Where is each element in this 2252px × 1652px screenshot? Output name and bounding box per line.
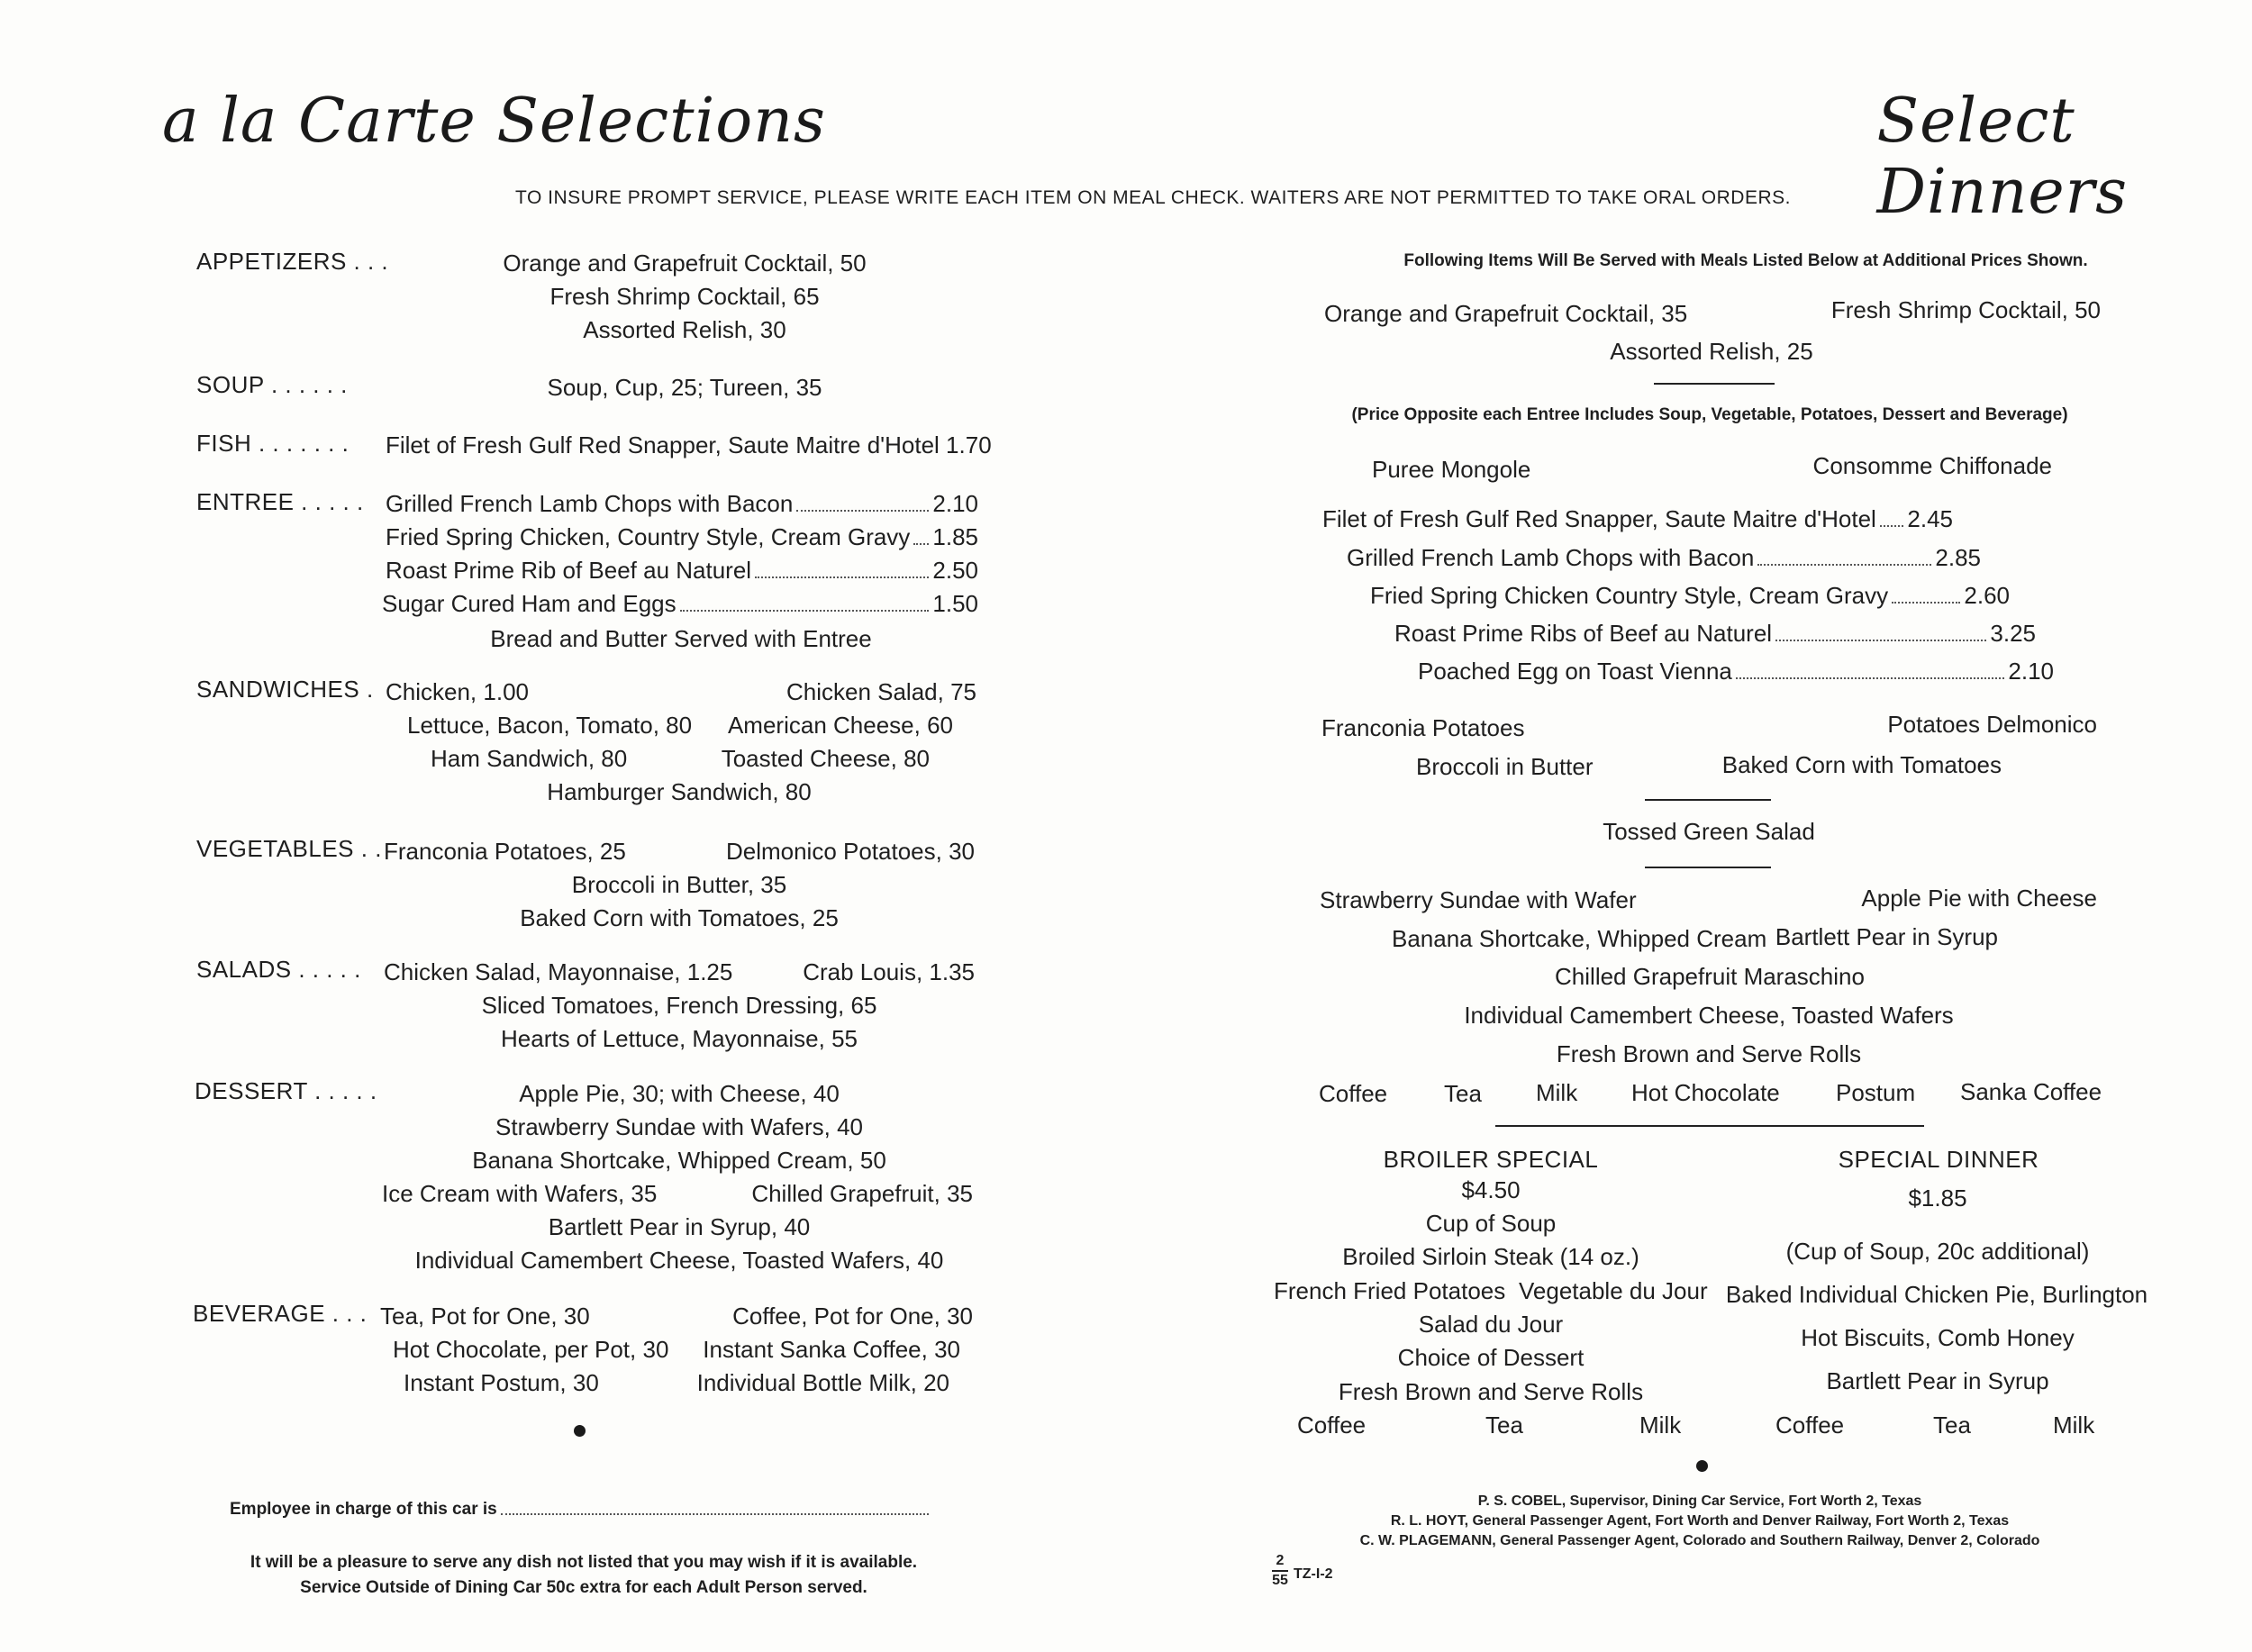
menu-item: Sliced Tomatoes, French Dressing, 65	[481, 992, 877, 1019]
dessert-option: Banana Shortcake, Whipped Cream	[1392, 925, 1767, 952]
menu-item: Tea, Pot for One, 30	[380, 1303, 590, 1330]
entree-price: 2.10	[2008, 658, 2054, 685]
form-code-numerator: 2	[1276, 1553, 1285, 1568]
broiler-item: Salad du Jour	[1418, 1311, 1564, 1338]
special-price: $1.85	[1908, 1185, 1967, 1212]
beverage-option: Sanka Coffee	[1960, 1078, 2102, 1105]
appetizers-label: APPETIZERS . . .	[196, 248, 389, 275]
entree-name: Poached Egg on Toast Vienna	[1418, 658, 1732, 685]
beverage-label: BEVERAGE . . .	[193, 1300, 368, 1327]
entree-price: 2.85	[1935, 544, 1981, 571]
entree-name: Fried Spring Chicken, Country Style, Cream Gravy	[386, 523, 911, 550]
entree-row	[386, 490, 978, 518]
menu-item: Hamburger Sandwich, 80	[547, 778, 812, 805]
entree-row	[386, 523, 978, 551]
menu-item: Hearts of Lettuce, Mayonnaise, 55	[500, 1025, 858, 1052]
menu-item: Broccoli in Butter, 35	[571, 871, 787, 898]
menu-item: Baked Corn with Tomatoes, 25	[520, 904, 839, 931]
extra-item: Fresh Shrimp Cocktail, 50	[1830, 296, 2101, 323]
menu-item: Bartlett Pear in Syrup, 40	[548, 1213, 811, 1240]
beverage-option: Milk	[1536, 1079, 1578, 1106]
broiler-item: Fresh Brown and Serve Rolls	[1338, 1378, 1644, 1405]
dinner-entree-row	[1418, 658, 2054, 685]
broiler-beverage: Milk	[1639, 1411, 1682, 1439]
right-heading: Select Dinners	[1876, 86, 2129, 228]
left-heading: a la Carte Selections	[162, 86, 826, 157]
entree-name: Grilled French Lamb Chops with Bacon	[386, 490, 794, 517]
dessert-option: Strawberry Sundae with Wafer	[1320, 886, 1637, 913]
entree-note: Bread and Butter Served with Entree	[490, 625, 872, 652]
menu-item: Fresh Shrimp Cocktail, 65	[549, 283, 820, 310]
sandwiches-label: SANDWICHES .	[196, 676, 374, 703]
special-item: Baked Individual Chicken Pie, Burlington	[1725, 1281, 2148, 1308]
extra-item: Assorted Relish, 25	[1610, 338, 1813, 365]
vegetable-option: Baked Corn with Tomatoes	[1721, 751, 2002, 778]
credit-line: R. L. HOYT, General Passenger Agent, Fort Worth and Denver Railway, Fort Worth 2, Texas	[1390, 1513, 2010, 1529]
special-item: Bartlett Pear in Syrup	[1826, 1367, 2049, 1394]
dessert-option: Apple Pie with Cheese	[1861, 885, 2097, 912]
menu-item: Apple Pie, 30; with Cheese, 40	[519, 1080, 840, 1107]
divider	[1645, 799, 1771, 801]
credit-line: P. S. COBEL, Supervisor, Dining Car Service, Fort Worth 2, Texas	[1477, 1493, 1922, 1509]
vegetable-option: Potatoes Delmonico	[1887, 711, 2097, 738]
menu-item: Instant Sanka Coffee, 30	[703, 1336, 960, 1363]
menu-item: Lettuce, Bacon, Tomato, 80	[407, 712, 693, 739]
bullet-divider	[574, 1425, 586, 1437]
menu-item: Delmonico Potatoes, 30	[725, 838, 975, 865]
menu-item: Instant Postum, 30	[404, 1369, 599, 1396]
menu-item: Assorted Relish, 30	[583, 316, 786, 343]
entree-price: 1.50	[932, 590, 978, 617]
menu-item: Toasted Cheese, 80	[721, 745, 930, 772]
menu-item: Strawberry Sundae with Wafers, 40	[495, 1113, 863, 1140]
bullet-divider	[1696, 1460, 1708, 1472]
salads-label: SALADS . . . . .	[196, 956, 361, 983]
soup-option: Consomme Chiffonade	[1812, 452, 2052, 479]
menu-item: Individual Bottle Milk, 20	[696, 1369, 949, 1396]
menu-item: Ham Sandwich, 80	[431, 745, 628, 772]
dinner-entree-row	[1347, 544, 1981, 572]
dessert-label: DESSERT . . . . .	[195, 1077, 377, 1104]
price-note: (Price Opposite each Entree Includes Soup, Vegetable, Potatoes, Dessert and Beverage)	[1351, 405, 2068, 424]
special-title: SPECIAL DINNER	[1838, 1146, 2039, 1173]
entree-label: ENTREE . . . . .	[196, 488, 364, 515]
menu-item: Chilled Grapefruit, 35	[751, 1180, 973, 1207]
entree-name: Roast Prime Rib of Beef au Naturel	[386, 557, 752, 584]
menu-item: Individual Camembert Cheese, Toasted Wafers, 40	[414, 1247, 944, 1274]
entree-price: 2.10	[932, 490, 978, 517]
menu-item: Soup, Cup, 25; Tureen, 35	[547, 374, 822, 401]
dinner-entree-row	[1394, 620, 2036, 648]
form-code-denominator: 55	[1272, 1573, 1288, 1588]
form-code-id: TZ-I-2	[1294, 1566, 1333, 1582]
menu-item: Crab Louis, 1.35	[803, 958, 975, 985]
beverage-option: Coffee	[1319, 1080, 1388, 1107]
divider	[1654, 383, 1775, 385]
beverage-option: Tea	[1444, 1080, 1482, 1107]
menu-item: Filet of Fresh Gulf Red Snapper, Saute Maitre d'Hotel 1.70	[386, 431, 992, 458]
entree-price: 1.85	[932, 523, 978, 550]
divider	[1495, 1125, 1924, 1127]
entree-price: 2.45	[1907, 505, 1953, 532]
broiler-price: $4.50	[1461, 1176, 1521, 1203]
vegetable-option: Broccoli in Butter	[1416, 753, 1594, 780]
footer-note: Service Outside of Dining Car 50c extra for each Adult Person served.	[300, 1578, 867, 1597]
special-beverage: Coffee	[1775, 1411, 1845, 1439]
entree-name: Fried Spring Chicken Country Style, Cream Gravy	[1370, 582, 1889, 609]
soup-option: Puree Mongole	[1372, 456, 1531, 483]
vegetable-option: Franconia Potatoes	[1321, 714, 1525, 741]
special-beverage: Milk	[2053, 1411, 2095, 1439]
entree-price: 2.60	[1964, 582, 2010, 609]
entree-price: 2.50	[932, 557, 978, 584]
menu-item: Chicken Salad, Mayonnaise, 1.25	[384, 958, 733, 985]
entree-name: Sugar Cured Ham and Eggs	[382, 590, 677, 617]
menu-item: Hot Chocolate, per Pot, 30	[393, 1336, 669, 1363]
menu-item: Ice Cream with Wafers, 35	[382, 1180, 658, 1207]
broiler-item: Broiled Sirloin Steak (14 oz.)	[1342, 1243, 1639, 1270]
employee-label: Employee in charge of this car is	[230, 1500, 497, 1519]
credit-line: C. W. PLAGEMANN, General Passenger Agent, Colorado and Southern Railway, Denver 2, Colorado	[1359, 1533, 2040, 1548]
special-item: (Cup of Soup, 20c additional)	[1785, 1238, 2090, 1265]
menu-item: Orange and Grapefruit Cocktail, 50	[503, 250, 867, 277]
broiler-item: Cup of Soup	[1425, 1210, 1557, 1237]
extra-item: Orange and Grapefruit Cocktail, 35	[1324, 300, 1688, 327]
menu-item: Franconia Potatoes, 25	[384, 838, 626, 865]
salad-option: Tossed Green Salad	[1603, 818, 1815, 845]
dessert-option: Chilled Grapefruit Maraschino	[1555, 963, 1865, 990]
entree-name: Roast Prime Ribs of Beef au Naturel	[1394, 620, 1773, 647]
rolls-option: Fresh Brown and Serve Rolls	[1556, 1040, 1862, 1067]
vegetables-label: VEGETABLES . .	[196, 835, 382, 862]
entree-row	[386, 557, 978, 585]
broiler-item: Vegetable du Jour	[1519, 1277, 1708, 1304]
broiler-title: BROILER SPECIAL	[1383, 1146, 1599, 1173]
entree-row	[382, 590, 978, 618]
entree-name: Grilled French Lamb Chops with Bacon	[1347, 544, 1755, 571]
form-code	[1272, 1553, 1288, 1589]
dinner-entree-row	[1370, 582, 2010, 610]
dessert-option: Bartlett Pear in Syrup	[1775, 923, 1998, 950]
dessert-option: Individual Camembert Cheese, Toasted Wafers	[1464, 1002, 1954, 1029]
menu-item: Chicken Salad, 75	[785, 678, 976, 705]
dinner-entree-row	[1322, 505, 1953, 533]
ordering-notice: TO INSURE PROMPT SERVICE, PLEASE WRITE EACH ITEM ON MEAL CHECK. WAITERS ARE NOT PERMITTED TO TAKE ORAL ORDERS.	[515, 187, 1791, 208]
form-code-fraction-bar	[1272, 1570, 1288, 1572]
special-beverage: Tea	[1933, 1411, 1971, 1439]
footer-note: It will be a pleasure to serve any dish not listed that you may wish if it is available.	[250, 1553, 918, 1572]
menu-item: Banana Shortcake, Whipped Cream, 50	[472, 1147, 886, 1174]
beverage-option: Hot Chocolate	[1631, 1079, 1780, 1106]
beverage-option: Postum	[1836, 1079, 1916, 1106]
divider	[1645, 867, 1771, 868]
broiler-item: French Fried Potatoes	[1274, 1277, 1506, 1304]
fish-label: FISH . . . . . . .	[196, 430, 350, 457]
menu-item: Chicken, 1.00	[386, 678, 529, 705]
broiler-item: Choice of Dessert	[1397, 1344, 1585, 1371]
entree-name: Filet of Fresh Gulf Red Snapper, Saute Maitre d'Hotel	[1322, 505, 1876, 532]
soup-label: SOUP . . . . . .	[196, 371, 348, 398]
employee-line	[230, 1500, 932, 1520]
extras-note: Following Items Will Be Served with Meals Listed Below at Additional Prices Shown.	[1403, 251, 2088, 270]
broiler-beverage: Tea	[1485, 1411, 1523, 1439]
entree-price: 3.25	[1990, 620, 2036, 647]
broiler-beverage: Coffee	[1297, 1411, 1367, 1439]
menu-item: Coffee, Pot for One, 30	[732, 1303, 973, 1330]
menu-item: American Cheese, 60	[727, 712, 953, 739]
special-item: Hot Biscuits, Comb Honey	[1801, 1324, 2075, 1351]
